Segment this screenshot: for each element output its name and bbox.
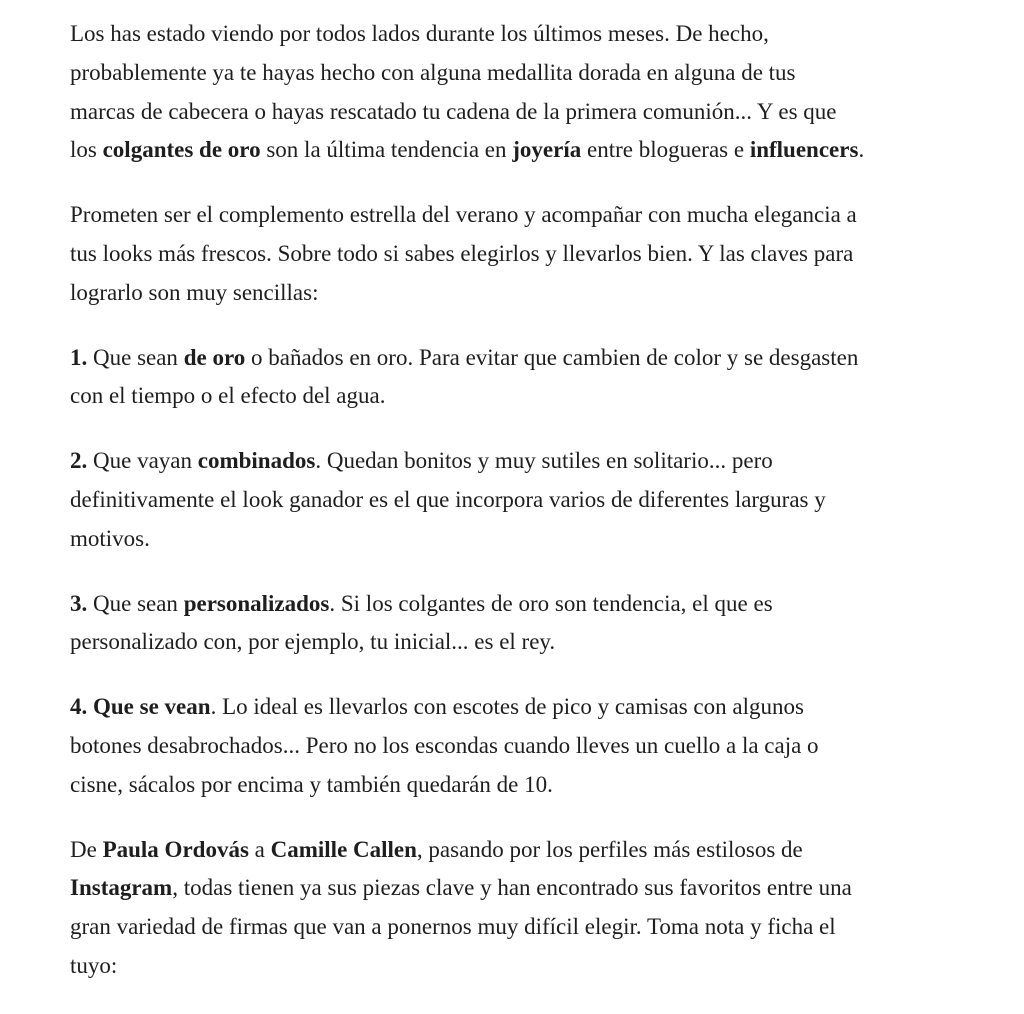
text-segment: Que sean [87, 344, 184, 370]
text-segment: . [858, 137, 865, 163]
paragraph [70, 15, 984, 170]
text-line [70, 908, 984, 947]
text-line [70, 766, 984, 805]
paragraph [70, 339, 984, 417]
article-body [70, 15, 984, 986]
text-line [70, 727, 984, 766]
text-line [70, 831, 984, 870]
bold-text-segment: 2. [70, 448, 88, 474]
bold-text-segment: 1. [70, 344, 88, 370]
text-line [70, 54, 984, 93]
text-segment: los [70, 137, 103, 163]
text-line [70, 442, 984, 481]
bold-text-segment: joyería [512, 137, 582, 163]
paragraph [70, 196, 984, 312]
text-segment: a [248, 836, 271, 862]
text-segment: tus looks más frescos. Sobre todo si sabes elegirlos y llevarlos bien. Y las claves para [70, 240, 854, 266]
text-line [70, 947, 984, 986]
text-segment: gran variedad de firmas que van a ponernos muy difícil elegir. Toma nota y ficha el [70, 914, 836, 940]
text-segment: lograrlo son muy sencillas: [70, 279, 319, 305]
text-segment: , pasando por los perfiles más estilosos de [416, 836, 803, 862]
bold-text-segment: personalizados [183, 590, 330, 616]
text-line [70, 481, 984, 520]
text-line [70, 15, 984, 54]
paragraph [70, 585, 984, 663]
text-segment: entre blogueras e [581, 137, 750, 163]
bold-text-segment: Instagram [70, 875, 173, 901]
text-line [70, 869, 984, 908]
text-line [70, 274, 984, 313]
text-segment: Los has estado viendo por todos lados durante los últimos meses. De hecho, [70, 21, 769, 46]
paragraph [70, 831, 984, 986]
text-segment: marcas de cabecera o hayas rescatado tu cadena de la primera comunión... Y es que [70, 98, 837, 124]
text-segment: . Si los colgantes de oro son tendencia, el que es [329, 590, 773, 616]
text-segment: tuyo: [70, 952, 118, 978]
text-line [70, 235, 984, 274]
text-segment: motivos. [70, 525, 150, 551]
text-segment: probablemente ya te hayas hecho con alguna medallita dorada en alguna de tus [70, 59, 796, 85]
text-segment: son la última tendencia en [260, 137, 513, 163]
text-line [70, 339, 984, 378]
text-line [70, 585, 984, 624]
text-segment: Que vayan [87, 448, 198, 474]
text-line [70, 93, 984, 132]
text-segment: Prometen ser el complemento estrella del verano y acompañar con mucha elegancia a [70, 202, 857, 228]
text-segment: . Lo ideal es llevarlos con escotes de pico y camisas con algunos [210, 694, 804, 720]
text-segment: o bañados en oro. Para evitar que cambien de color y se desgasten [245, 344, 859, 370]
text-segment: Que sean [87, 590, 184, 616]
text-segment: , todas tienen ya sus piezas clave y han encontrado sus favoritos entre una [172, 875, 852, 901]
text-segment: cisne, sácalos por encima y también quedarán de 10. [70, 771, 553, 797]
text-line [70, 377, 984, 416]
bold-text-segment: 4. Que se vean [70, 694, 211, 720]
text-line [70, 688, 984, 727]
paragraph [70, 442, 984, 558]
text-segment: . Quedan bonitos y muy sutiles en solitario... pero [315, 448, 773, 474]
bold-text-segment: influencers [749, 137, 859, 163]
text-line [70, 520, 984, 559]
text-line [70, 623, 984, 662]
bold-text-segment: combinados [197, 448, 316, 474]
text-segment: botones desabrochados... Pero no los escondas cuando lleves un cuello a la caja o [70, 732, 819, 758]
bold-text-segment: colgantes de oro [102, 137, 261, 163]
text-line [70, 196, 984, 235]
text-segment: De [70, 836, 103, 862]
bold-text-segment: de oro [183, 344, 246, 370]
bold-text-segment: Camille Callen [270, 836, 417, 862]
text-line [70, 131, 984, 170]
text-segment: definitivamente el look ganador es el que incorpora varios de diferentes larguras y [70, 486, 826, 512]
text-segment: personalizado con, por ejemplo, tu inicial... es el rey. [70, 629, 556, 655]
text-segment: con el tiempo o el efecto del agua. [70, 383, 386, 409]
bold-text-segment: 3. [70, 590, 88, 616]
paragraph [70, 688, 984, 804]
bold-text-segment: Paula Ordovás [102, 836, 249, 862]
